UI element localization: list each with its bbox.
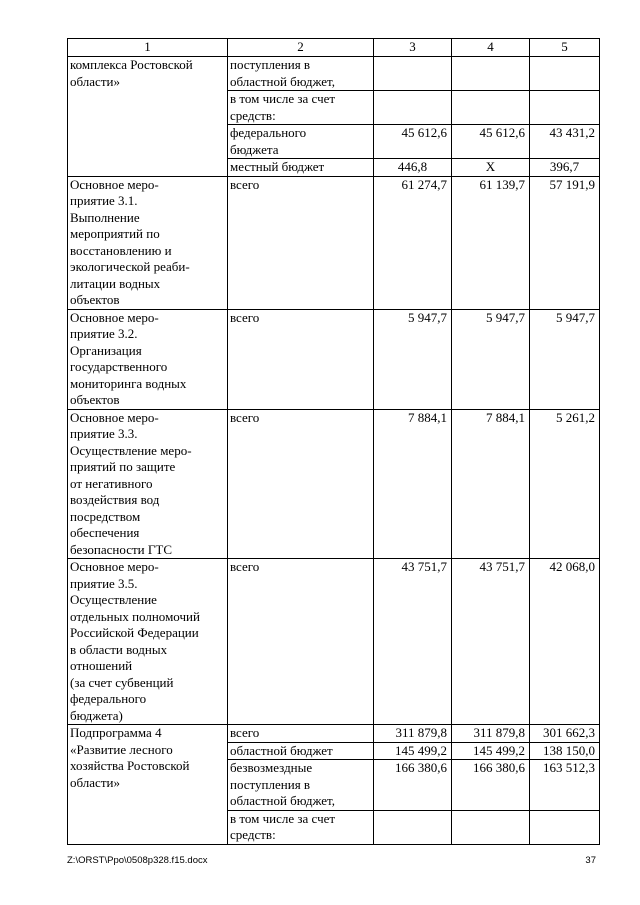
cell-line: мониторинга водных [70, 375, 187, 391]
cell-line: отдельных полномочий [70, 608, 200, 624]
source-cell [228, 159, 374, 177]
value-cell: 45 612,6 [452, 125, 530, 159]
header-col-1: 1 [68, 39, 228, 57]
subprogram-name-cell [68, 725, 228, 845]
cell-line: Осуществление [70, 592, 157, 607]
header-col-2: 2 [228, 39, 374, 57]
cell-line: местный бюджет [230, 159, 325, 174]
value-cell: 301 662,3 [530, 725, 600, 743]
value-cell [452, 810, 530, 844]
source-cell [228, 309, 374, 409]
value-cell: 138 150,0 [530, 742, 600, 760]
value-cell: 166 380,6 [374, 760, 452, 811]
cell-line: от негативного [70, 475, 153, 491]
cell-line: федерального [70, 691, 147, 706]
cell-line: всего [230, 309, 260, 325]
cell-line: отношений [70, 658, 133, 673]
cell-line: приятие 3.2. [70, 326, 138, 341]
program-name-cell [68, 57, 228, 177]
cell-line: средств: [230, 107, 276, 123]
cell-line: средств: [230, 827, 276, 842]
cell-line: объектов [70, 392, 120, 407]
cell-line: обеспечения [70, 525, 140, 540]
value-cell [452, 57, 530, 91]
cell-line: «Развитие лесного [70, 741, 173, 757]
cell-line: Подпрограмма 4 [70, 725, 162, 740]
cell-line: Российской Федерации [70, 625, 199, 640]
cell-line: восстановлению и [70, 242, 172, 258]
value-cell: 42 068,0 [530, 559, 600, 725]
table-row [68, 409, 600, 559]
source-cell [228, 725, 374, 743]
value-cell: 311 879,8 [452, 725, 530, 743]
header-row [68, 39, 600, 57]
cell-line: Основное меро- [70, 409, 159, 425]
value-cell: 43 751,7 [452, 559, 530, 725]
source-cell [228, 409, 374, 559]
cell-line: воздействия вод [70, 492, 160, 507]
value-cell: 5 947,7 [452, 309, 530, 409]
cell-line: бюджета [230, 141, 279, 157]
value-cell: 5 947,7 [374, 309, 452, 409]
cell-line: экологической реаби- [70, 259, 190, 274]
cell-line: в том числе за счет [230, 91, 336, 106]
cell-line: в том числе за счет [230, 810, 336, 826]
value-cell [452, 91, 530, 125]
value-cell: 61 274,7 [374, 176, 452, 309]
value-cell [374, 57, 452, 91]
cell-line: областной бюджет, [230, 73, 335, 89]
cell-line: приятий по защите [70, 459, 176, 474]
value-cell: 45 612,6 [374, 125, 452, 159]
cell-line: области» [70, 774, 120, 790]
cell-line: (за счет субвенций [70, 674, 174, 690]
cell-line: Основное меро- [70, 559, 159, 574]
cell-line: Основное меро- [70, 309, 159, 325]
value-cell [530, 91, 600, 125]
value-cell: 43 431,2 [530, 125, 600, 159]
cell-line: области» [70, 73, 120, 89]
cell-line: хозяйства Ростовской [70, 758, 190, 773]
cell-line: в области водных [70, 641, 168, 657]
cell-line: приятие 3.3. [70, 426, 138, 441]
value-cell: X [452, 159, 530, 177]
cell-line: Выполнение [70, 209, 140, 225]
cell-line: государственного [70, 359, 168, 374]
value-cell: 7 884,1 [374, 409, 452, 559]
cell-line: посредством [70, 508, 141, 524]
cell-line: комплекса Ростовской [70, 57, 193, 72]
cell-line: всего [230, 176, 260, 192]
source-cell [228, 125, 374, 159]
activity-name-cell [68, 309, 228, 409]
value-cell: 7 884,1 [452, 409, 530, 559]
value-cell: 5 947,7 [530, 309, 600, 409]
value-cell: 61 139,7 [452, 176, 530, 309]
table-row [68, 176, 600, 309]
footer-page-number: 37 [585, 855, 596, 866]
activity-name-cell [68, 409, 228, 559]
cell-line: Основное меро- [70, 176, 159, 192]
header-col-3: 3 [374, 39, 452, 57]
source-cell [228, 760, 374, 811]
value-cell [530, 57, 600, 91]
value-cell: 166 380,6 [452, 760, 530, 811]
cell-line: мероприятий по [70, 226, 160, 241]
cell-line: приятие 3.5. [70, 575, 138, 591]
cell-line: объектов [70, 292, 120, 307]
activity-name-cell [68, 176, 228, 309]
activity-name-cell [68, 559, 228, 725]
source-cell [228, 742, 374, 760]
header-col-5: 5 [530, 39, 600, 57]
value-cell: 145 499,2 [452, 742, 530, 760]
header-col-4: 4 [452, 39, 530, 57]
cell-line: Осуществление меро- [70, 442, 192, 458]
table-row [68, 559, 600, 725]
source-cell [228, 91, 374, 125]
cell-line: безопасности ГТС [70, 541, 172, 557]
cell-line: всего [230, 725, 260, 740]
budget-table [67, 38, 600, 845]
source-cell [228, 57, 374, 91]
value-cell [374, 810, 452, 844]
cell-line: приятие 3.1. [70, 193, 138, 208]
value-cell: 396,7 [530, 159, 600, 177]
value-cell [530, 810, 600, 844]
cell-line: поступления в [230, 57, 311, 72]
footer-file-path: Z:\ORST\Ppo\0508p328.f15.docx [67, 855, 208, 866]
cell-line: Организация [70, 342, 142, 358]
value-cell: 145 499,2 [374, 742, 452, 760]
table-row [68, 725, 600, 743]
cell-line: литации водных [70, 275, 161, 291]
value-cell: 163 512,3 [530, 760, 600, 811]
value-cell [374, 91, 452, 125]
table-row [68, 57, 600, 91]
table-row [68, 309, 600, 409]
cell-line: всего [230, 559, 260, 574]
value-cell: 5 261,2 [530, 409, 600, 559]
cell-line: поступления в [230, 776, 311, 792]
cell-line: областной бюджет, [230, 793, 335, 808]
value-cell: 311 879,8 [374, 725, 452, 743]
cell-line: федерального [230, 125, 307, 140]
cell-line: областной бюджет [230, 742, 333, 758]
cell-line: бюджета) [70, 707, 123, 723]
source-cell [228, 176, 374, 309]
value-cell: 43 751,7 [374, 559, 452, 725]
value-cell: 446,8 [374, 159, 452, 177]
source-cell [228, 810, 374, 844]
value-cell: 57 191,9 [530, 176, 600, 309]
source-cell [228, 559, 374, 725]
cell-line: всего [230, 409, 260, 425]
cell-line: безвозмездные [230, 760, 313, 775]
